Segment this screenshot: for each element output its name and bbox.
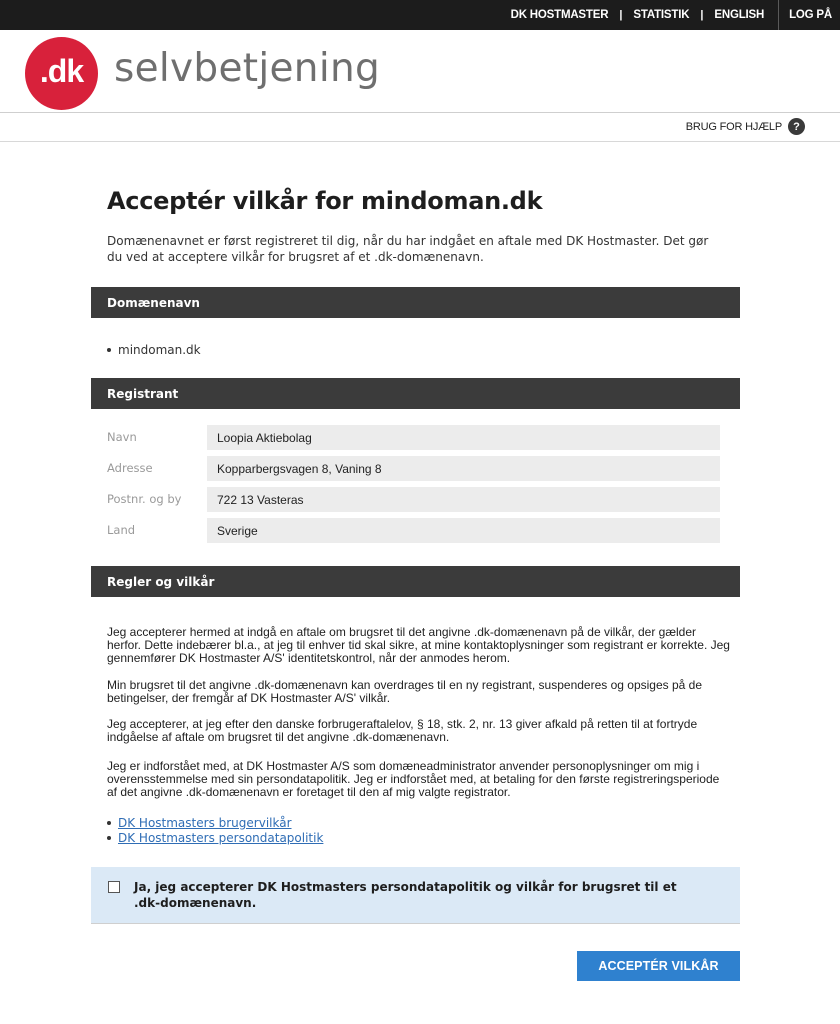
link-persondatapolitik[interactable]: DK Hostmasters persondatapolitik	[118, 830, 324, 845]
top-navigation-bar	[0, 0, 840, 30]
field-label: Land	[107, 523, 136, 537]
list-item	[107, 830, 323, 845]
bullet-icon	[107, 821, 111, 825]
field-value: 722 13 Vasteras	[207, 487, 720, 512]
subheader-divider	[0, 141, 840, 142]
registrant-row-country	[107, 518, 720, 543]
nav-separator: |	[700, 9, 704, 21]
bullet-icon	[107, 836, 111, 840]
accept-terms-box	[91, 867, 740, 923]
page-title: Acceptér vilkår for mindoman.dk	[107, 187, 543, 215]
terms-links	[107, 815, 323, 845]
registrant-row-postal	[107, 487, 720, 512]
registrant-row-address	[107, 456, 720, 481]
nav-link-dk-hostmaster[interactable]: DK HOSTMASTER	[510, 9, 609, 21]
section-header-terms: Regler og vilkår	[91, 566, 740, 597]
logo-text: .dk	[39, 53, 84, 89]
nav-link-english[interactable]: ENGLISH	[714, 9, 765, 21]
field-value: Kopparbergsvagen 8, Vaning 8	[207, 456, 720, 481]
header-divider	[0, 112, 840, 113]
help-link[interactable]	[686, 118, 805, 135]
terms-paragraph: Jeg er indforstået med, at DK Hostmaster A/S som domæneadministrator anvender personoplysninger om mig i overensstemmelse med sin persondatapolitik. Jeg er indforstået med, at betaling for den første registreringsperiode af det angivne .dk-domænenavn er foretaget til den af mig valgte registrator.	[107, 759, 720, 799]
help-label: BRUG FOR HJÆLP	[685, 120, 782, 133]
registrant-row-name	[107, 425, 720, 450]
list-item	[107, 815, 323, 830]
accept-divider	[91, 923, 740, 924]
nav-separator: |	[619, 9, 623, 21]
field-label: Adresse	[107, 461, 153, 475]
domain-name: mindoman.dk	[118, 343, 201, 357]
accept-terms-button[interactable]: ACCEPTÉR VILKÅR	[577, 951, 740, 981]
list-item	[107, 343, 201, 357]
field-value: Sverige	[207, 518, 720, 543]
nav-link-statistik[interactable]: STATISTIK	[633, 9, 690, 21]
dk-logo[interactable]	[25, 37, 98, 110]
section-header-registrant: Registrant	[91, 378, 740, 409]
intro-text: Domænenavnet er først registreret til dig, når du har indgået en aftale med DK Hostmaster. Det gør du ved at acceptere vilkår for brugsret af et .dk-domænenavn.	[107, 234, 709, 264]
link-brugervilkaar[interactable]: DK Hostmasters brugervilkår	[118, 815, 292, 830]
accept-checkbox[interactable]	[108, 881, 120, 893]
login-link[interactable]: LOG PÅ	[789, 9, 832, 21]
top-nav	[511, 0, 832, 30]
field-label: Postnr. og by	[107, 492, 182, 506]
field-label: Navn	[107, 430, 137, 444]
nav-divider	[778, 0, 779, 30]
site-name: selvbetjening	[114, 46, 381, 91]
field-value: Loopia Aktiebolag	[207, 425, 720, 450]
terms-paragraph: Jeg accepterer hermed at indgå en aftale om brugsret til det angivne .dk-domænenavn på de vilkår, der gælder herfor. Dette indebærer bl.a., at jeg til enhver tid skal sikre, at mine kontaktoplysninger som registrant er korrekte. Jeg gennemfører DK Hostmaster A/S' identitetskontrol, når der anmodes herom.	[107, 625, 730, 665]
section-header-domain: Domænenavn	[91, 287, 740, 318]
accept-checkbox-label[interactable]: Ja, jeg accepterer DK Hostmasters persondatapolitik og vilkår for brugsret til et .dk-domænenavn.	[134, 880, 677, 910]
terms-paragraph: Min brugsret til det angivne .dk-domænenavn kan overdrages til en ny registrant, suspenderes og opsiges på de betingelser, der fremgår af DK Hostmaster A/S' vilkår.	[107, 678, 703, 705]
bullet-icon	[107, 348, 111, 352]
question-icon: ?	[788, 118, 805, 135]
terms-paragraph: Jeg accepterer, at jeg efter den danske forbrugeraftalelov, § 18, stk. 2, nr. 13 giver afkald på retten til at fortryde indgåelse af aftale om brugsret til det angivne .dk-domænenavn.	[107, 717, 698, 744]
